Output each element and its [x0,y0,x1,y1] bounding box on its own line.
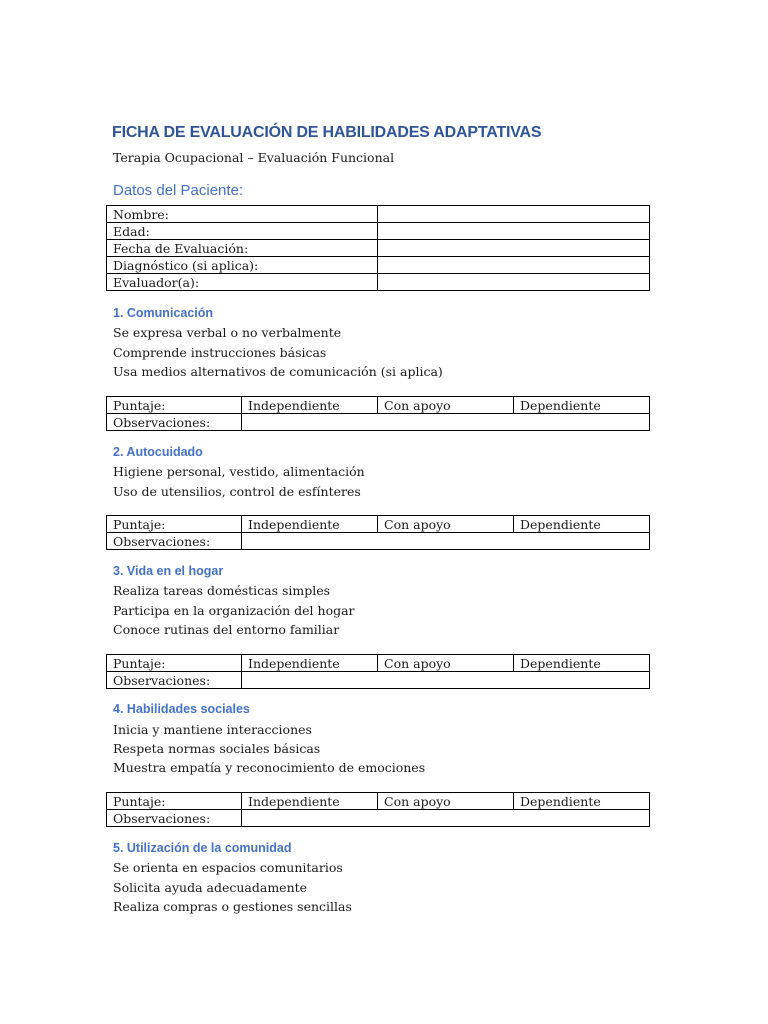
section-item: Realiza compras o gestiones sencillas [113,899,352,914]
observations-field[interactable] [242,414,650,431]
section-item: Muestra empatía y reconocimiento de emociones [113,760,426,775]
score-row [107,397,650,414]
observations-field[interactable] [242,533,650,550]
section-heading-self-care: 2. Autocuidado [113,445,203,459]
score-row [107,655,650,672]
score-table-home-living [106,654,650,689]
score-option-dependent[interactable]: Dependiente [514,655,650,672]
score-option-with-support[interactable]: Con apoyo [378,397,514,414]
score-row [107,793,650,810]
score-option-with-support[interactable]: Con apoyo [378,516,514,533]
score-option-independent[interactable]: Independiente [242,516,378,533]
section-item: Usa medios alternativos de comunicación (si aplica) [113,364,443,379]
observations-field[interactable] [242,672,650,689]
score-label: Puntaje: [107,516,242,533]
score-option-independent[interactable]: Independiente [242,655,378,672]
patient-row-name [107,206,650,223]
observations-label: Observaciones: [107,810,242,827]
patient-field-label: Nombre: [107,206,378,223]
patient-field-label: Evaluador(a): [107,274,378,291]
observations-label: Observaciones: [107,672,242,689]
score-table-self-care [106,515,650,550]
patient-field-value[interactable] [378,240,650,257]
document-title: FICHA DE EVALUACIÓN DE HABILIDADES ADAPTATIVAS [112,124,542,141]
patient-row-age [107,223,650,240]
observations-field[interactable] [242,810,650,827]
section-heading-home-living: 3. Vida en el hogar [113,564,224,578]
section-item: Uso de utensilios, control de esfínteres [113,484,361,499]
section-item: Inicia y mantiene interacciones [113,722,312,737]
score-label: Puntaje: [107,397,242,414]
patient-row-diagnosis [107,257,650,274]
section-item: Realiza tareas domésticas simples [113,583,331,598]
observations-row [107,414,650,431]
patient-row-evaluator [107,274,650,291]
observations-row [107,533,650,550]
score-option-with-support[interactable]: Con apoyo [378,655,514,672]
observations-row [107,810,650,827]
patient-field-label: Edad: [107,223,378,240]
patient-field-label: Fecha de Evaluación: [107,240,378,257]
patient-field-value[interactable] [378,223,650,240]
score-option-independent[interactable]: Independiente [242,793,378,810]
patient-data-heading: Datos del Paciente: [113,182,244,199]
score-table-communication [106,396,650,431]
patient-row-date [107,240,650,257]
score-option-dependent[interactable]: Dependiente [514,516,650,533]
section-heading-communication: 1. Comunicación [113,306,214,320]
section-item: Conoce rutinas del entorno familiar [113,622,340,637]
observations-label: Observaciones: [107,414,242,431]
patient-field-value[interactable] [378,257,650,274]
patient-field-label: Diagnóstico (si aplica): [107,257,378,274]
observations-row [107,672,650,689]
section-heading-social-skills: 4. Habilidades sociales [113,702,250,716]
patient-data-table [106,205,650,291]
score-label: Puntaje: [107,655,242,672]
section-item: Higiene personal, vestido, alimentación [113,464,365,479]
section-item: Respeta normas sociales básicas [113,741,321,756]
score-table-social-skills [106,792,650,827]
score-row [107,516,650,533]
score-option-with-support[interactable]: Con apoyo [378,793,514,810]
section-item: Comprende instrucciones básicas [113,345,327,360]
section-item: Se expresa verbal o no verbalmente [113,325,342,340]
score-option-independent[interactable]: Independiente [242,397,378,414]
score-label: Puntaje: [107,793,242,810]
section-heading-community-use: 5. Utilización de la comunidad [113,841,292,855]
patient-field-value[interactable] [378,274,650,291]
score-option-dependent[interactable]: Dependiente [514,793,650,810]
patient-field-value[interactable] [378,206,650,223]
section-item: Solicita ayuda adecuadamente [113,880,308,895]
section-item: Se orienta en espacios comunitarios [113,860,343,875]
document-subtitle: Terapia Ocupacional – Evaluación Funcional [113,150,395,165]
observations-label: Observaciones: [107,533,242,550]
section-item: Participa en la organización del hogar [113,603,355,618]
score-option-dependent[interactable]: Dependiente [514,397,650,414]
